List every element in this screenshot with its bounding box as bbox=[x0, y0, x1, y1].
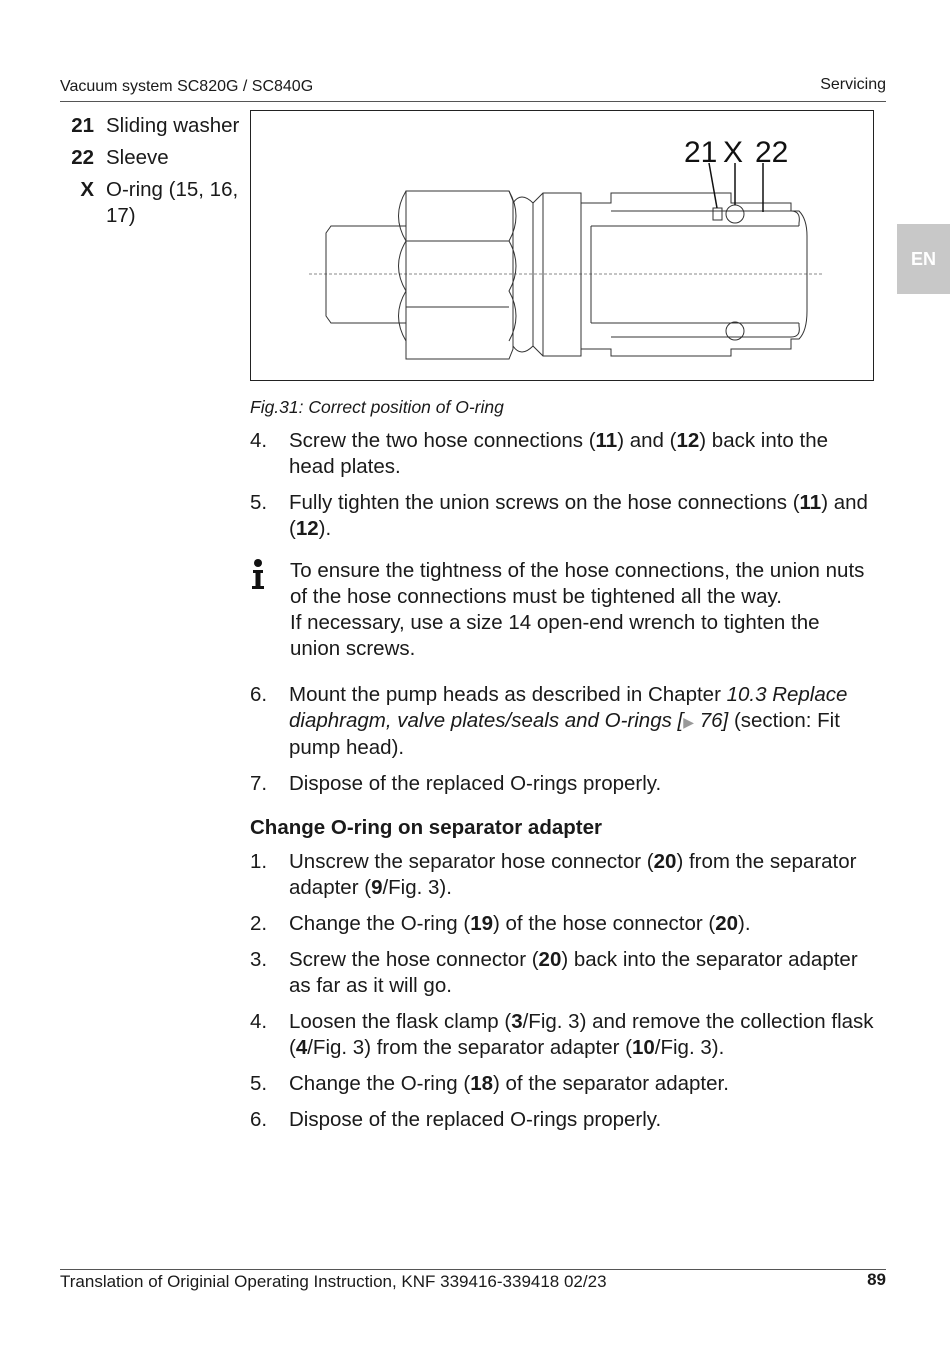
step-item bbox=[250, 428, 875, 480]
o-ring-top bbox=[726, 205, 744, 223]
callout-label: 21 bbox=[684, 136, 718, 169]
step-text: Loosen the flask clamp (3/Fig. 3) and remove the collection flask (4/Fig. 3) from the separator adapter (10/Fig. 3). bbox=[289, 1010, 874, 1059]
step-number: 7. bbox=[250, 772, 268, 795]
section-heading: Change O-ring on separator adapter bbox=[250, 816, 602, 839]
hex-nut bbox=[406, 191, 513, 359]
step-number: 6. bbox=[250, 1108, 268, 1131]
step-text: Dispose of the replaced O-rings properly. bbox=[289, 1108, 662, 1131]
step-item bbox=[250, 682, 875, 761]
header-divider bbox=[60, 101, 886, 102]
step-item bbox=[250, 490, 875, 542]
figure-legend bbox=[60, 113, 240, 235]
legend-text: Sliding washer bbox=[106, 114, 240, 137]
step-number: 3. bbox=[250, 948, 268, 971]
step-number: 4. bbox=[250, 1010, 268, 1033]
hex-nut-curve bbox=[399, 191, 407, 359]
step-item bbox=[250, 849, 875, 901]
footer-text: Translation of Originial Operating Instruction, KNF 339416-339418 02/23 bbox=[60, 1272, 607, 1291]
step-number: 2. bbox=[250, 912, 268, 935]
legend-number: X bbox=[80, 178, 94, 201]
step-number: 4. bbox=[250, 429, 268, 452]
sleeve bbox=[611, 211, 799, 226]
step-text: Screw the two hose connections (11) and (12) back into the head plates. bbox=[289, 429, 829, 478]
callout-line bbox=[709, 163, 717, 208]
step-list bbox=[250, 682, 875, 797]
legend-item bbox=[60, 177, 240, 229]
note-line: If necessary, use a size 14 open-end wrench to tighten the union screws. bbox=[290, 611, 820, 660]
sleeve bbox=[611, 323, 799, 337]
legend-text: O-ring (15, 16, 17) bbox=[106, 178, 239, 227]
step-text: Screw the hose connector (20) back into the separator adapter as far as it will go. bbox=[289, 948, 858, 997]
o-ring-figure bbox=[250, 110, 874, 381]
info-note bbox=[250, 558, 875, 662]
sliding-washer bbox=[713, 208, 722, 220]
legend-number: 21 bbox=[71, 114, 94, 137]
step-item bbox=[250, 1107, 875, 1133]
page-number: 89 bbox=[867, 1270, 886, 1289]
step-item bbox=[250, 911, 875, 937]
step-item bbox=[250, 947, 875, 999]
step-text: Fully tighten the union screws on the hose connections (11) and (12). bbox=[289, 491, 868, 540]
instructions bbox=[250, 428, 875, 1143]
figure-caption: Fig.31: Correct position of O-ring bbox=[250, 397, 504, 417]
step-item bbox=[250, 771, 875, 797]
legend-item bbox=[60, 113, 240, 139]
section-name: Servicing bbox=[820, 76, 886, 93]
hose-connection-drawing bbox=[251, 111, 872, 379]
document-title: Vacuum system SC820G / SC840G bbox=[60, 78, 314, 95]
step-list bbox=[250, 428, 875, 542]
step-number: 5. bbox=[250, 491, 268, 514]
info-icon bbox=[250, 558, 290, 588]
step-text: Change the O-ring (18) of the separator adapter. bbox=[289, 1072, 729, 1095]
note-line: To ensure the tightness of the hose connections, the union nuts of the hose connections must be tightened all the way. bbox=[290, 559, 865, 608]
callout-label: 22 bbox=[755, 136, 789, 169]
legend-item bbox=[60, 145, 240, 171]
language-tab: EN bbox=[897, 224, 950, 294]
callout-label: X bbox=[723, 136, 744, 169]
footer-divider bbox=[60, 1269, 886, 1270]
step-list bbox=[250, 849, 875, 1133]
step-text: Unscrew the separator hose connector (20) from the separator adapter (9/Fig. 3). bbox=[289, 850, 857, 899]
step-number: 5. bbox=[250, 1072, 268, 1095]
step-text: Dispose of the replaced O-rings properly. bbox=[289, 772, 662, 795]
legend-number: 22 bbox=[71, 146, 94, 169]
step-item bbox=[250, 1071, 875, 1097]
step-item bbox=[250, 1009, 875, 1061]
step-text: Change the O-ring (19) of the hose connector (20). bbox=[289, 912, 751, 935]
note-text bbox=[290, 558, 875, 662]
step-number: 6. bbox=[250, 683, 268, 706]
step-text: Mount the pump heads as described in Chapter 10.3 Replace diaphragm, valve plates/seals and O-rings [▶ 76] (section: Fit pump head). bbox=[289, 683, 848, 759]
legend-text: Sleeve bbox=[106, 146, 169, 169]
step-number: 1. bbox=[250, 850, 268, 873]
